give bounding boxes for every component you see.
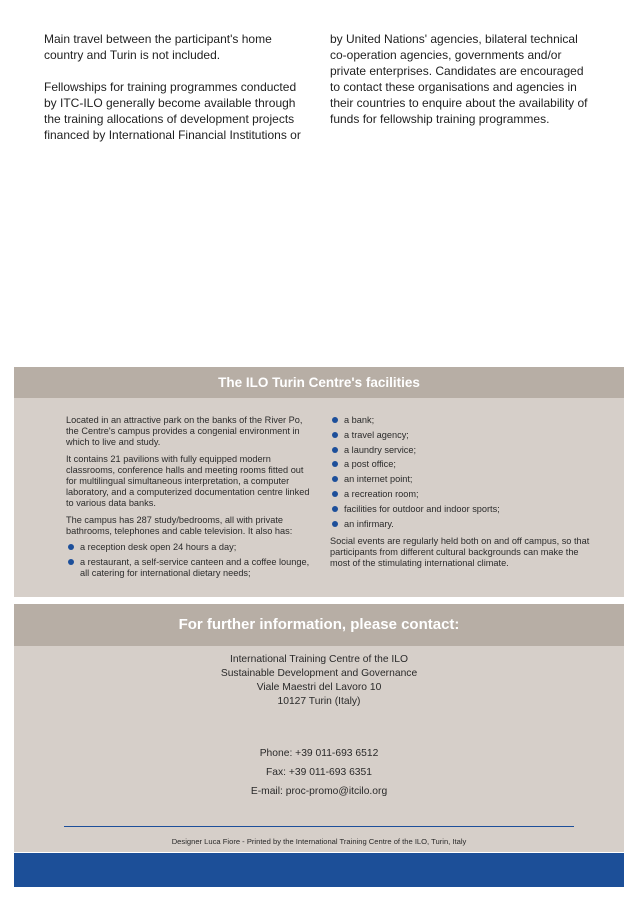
list-item: a laundry service;: [330, 445, 592, 456]
contact-city: 10127 Turin (Italy): [277, 696, 361, 707]
bullet-icon: [332, 476, 338, 482]
facilities-right-list: [330, 415, 592, 530]
bullet-icon: [332, 461, 338, 467]
bullet-icon: [332, 491, 338, 497]
contact-title: For further information, please contact:: [14, 604, 624, 646]
facilities-section: [14, 367, 624, 597]
bullet-icon: [332, 521, 338, 527]
bullet-icon: [332, 447, 338, 453]
contact-fax: Fax: +39 011-693 6351: [265, 767, 372, 778]
footer-divider: [64, 826, 574, 827]
contact-phone: Phone: +39 011-693 6512: [259, 748, 379, 759]
contact-email[interactable]: E-mail: proc-promo@itcilo.org: [250, 786, 388, 797]
contact-dept: Sustainable Development and Governance: [220, 668, 418, 679]
list-item: a recreation room;: [330, 489, 592, 500]
intro-fellowships-text: Fellowships for training programmes conducted by ITC-ILO generally become available through the training allocations of development projects financed by International Financial Institutions or: [44, 80, 301, 142]
intro-travel-note: Main travel between the participant's home country and Turin is not included.: [44, 32, 272, 62]
facilities-right-column: [330, 415, 592, 574]
facilities-left-column: [66, 415, 314, 583]
bullet-icon: [332, 417, 338, 423]
list-item: a travel agency;: [330, 430, 592, 441]
facilities-left-list: [66, 542, 314, 579]
intro-left-column: [44, 31, 312, 159]
list-item: an infirmary.: [330, 519, 592, 530]
contact-address: [14, 653, 624, 709]
list-item: a bank;: [330, 415, 592, 426]
designer-credit: Designer Luca Fiore - Printed by the International Training Centre of the ILO, Turin, Italy: [171, 837, 467, 846]
facilities-pavilions-text: It contains 21 pavilions with fully equipped modern classrooms, conference halls and meeting rooms fitted out for multilingual simultaneous interpretation, a computer laboratory, and a computerized documentation centre linked to various data banks.: [66, 453, 310, 509]
list-item: a restaurant, a self-service canteen and a coffee lounge, all catering for international dietary needs;: [66, 557, 314, 579]
contact-numbers: [14, 744, 624, 801]
list-item: facilities for outdoor and indoor sports;: [330, 504, 592, 515]
list-item: an internet point;: [330, 474, 592, 485]
facilities-title: The ILO Turin Centre's facilities: [14, 367, 624, 398]
bullet-icon: [332, 432, 338, 438]
contact-street: Viale Maestri del Lavoro 10: [256, 682, 382, 693]
bullet-icon: [332, 506, 338, 512]
intro-right-column: [330, 31, 594, 143]
footer-bar: [14, 853, 624, 887]
bullet-icon: [68, 544, 74, 550]
list-item: a post office;: [330, 459, 592, 470]
contact-org: International Training Centre of the ILO: [229, 654, 408, 665]
facilities-campus-text: The campus has 287 study/bedrooms, all with private bathrooms, telephones and cable television. It also has:: [66, 514, 293, 536]
facilities-location-text: Located in an attractive park on the banks of the River Po, the Centre's campus provides a congenial environment in which to live and study.: [66, 415, 303, 448]
list-item: a reception desk open 24 hours a day;: [66, 542, 314, 553]
bullet-icon: [68, 559, 74, 565]
intro-agencies-text: by United Nations' agencies, bilateral technical co-operation agencies, governments and/or private enterprises. Candidates are encouraged to contact these organisations and agencies in their countries to enquire about the availability of funds for fellowship training programmes.: [330, 32, 588, 126]
contact-section: [14, 604, 624, 852]
facilities-social-text: Social events are regularly held both on and off campus, so that participants from different cultural backgrounds can make the most of the stimulating international climate.: [330, 535, 590, 569]
